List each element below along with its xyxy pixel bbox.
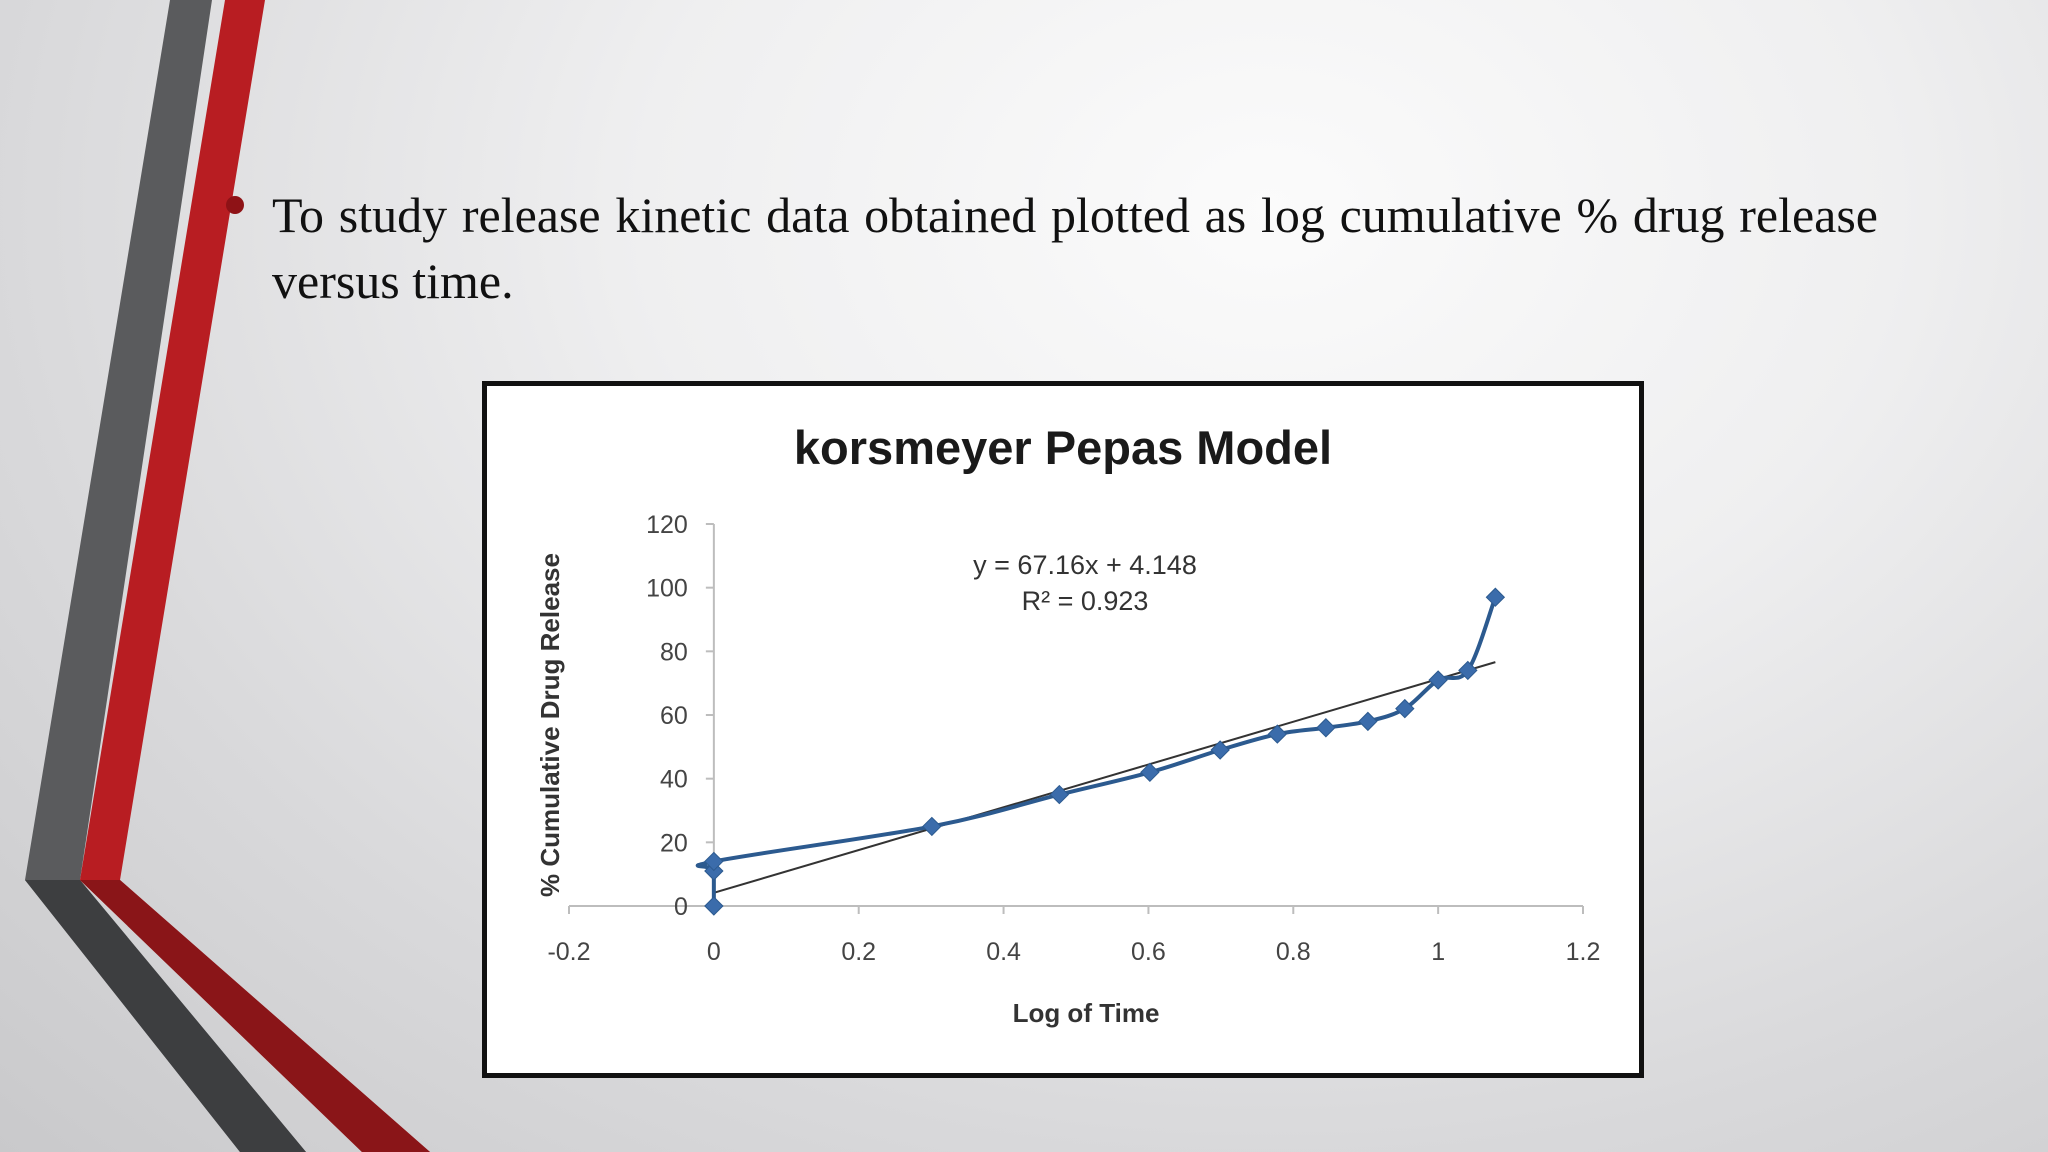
y-tick-label: 80: [660, 638, 688, 667]
x-tick-label: 0.4: [986, 938, 1021, 966]
trendline-equation: y = 67.16x + 4.148: [973, 550, 1197, 580]
data-point: [1486, 588, 1504, 606]
y-tick-label: 40: [660, 765, 688, 794]
chart-axes: [569, 524, 1583, 912]
x-tick-label: 1: [1431, 938, 1446, 966]
series-line: [698, 597, 1496, 906]
data-point: [705, 897, 723, 915]
x-tick-label: 0.6: [1131, 938, 1166, 966]
chart-plot: [487, 386, 1639, 1073]
bullet-text: To study release kinetic data obtained plotted as log cumulative % drug release versus time.: [272, 187, 1878, 309]
x-tick-label: -0.2: [547, 938, 591, 966]
data-point: [1359, 712, 1377, 730]
data-point: [1211, 741, 1229, 759]
chart-title: korsmeyer Pepas Model: [793, 421, 1333, 474]
data-point: [1317, 719, 1335, 737]
y-axis-title: % Cumulative Drug Release: [535, 553, 565, 897]
bullet-point: [226, 196, 244, 214]
trendline-group: [714, 662, 1496, 893]
x-tick-label: 0.2: [841, 938, 877, 966]
x-axis-ticks: [547, 906, 1600, 966]
y-tick-label: 120: [646, 511, 688, 539]
y-tick-label: 100: [646, 574, 688, 603]
chart-frame: [482, 381, 1644, 1078]
y-tick-label: 0: [673, 893, 688, 921]
x-tick-label: 1.2: [1565, 938, 1601, 966]
x-axis-title: Log of Time: [1012, 998, 1160, 1028]
series-group: [698, 588, 1505, 915]
linear-trendline: [714, 662, 1496, 893]
y-tick-label: 20: [660, 829, 688, 858]
y-axis-ticks: [646, 511, 714, 921]
x-tick-label: 0: [706, 938, 721, 966]
r-squared-label: R² = 0.923: [1021, 586, 1149, 616]
x-tick-label: 0.8: [1275, 938, 1311, 966]
data-point: [923, 817, 941, 835]
y-tick-label: 60: [660, 702, 688, 730]
